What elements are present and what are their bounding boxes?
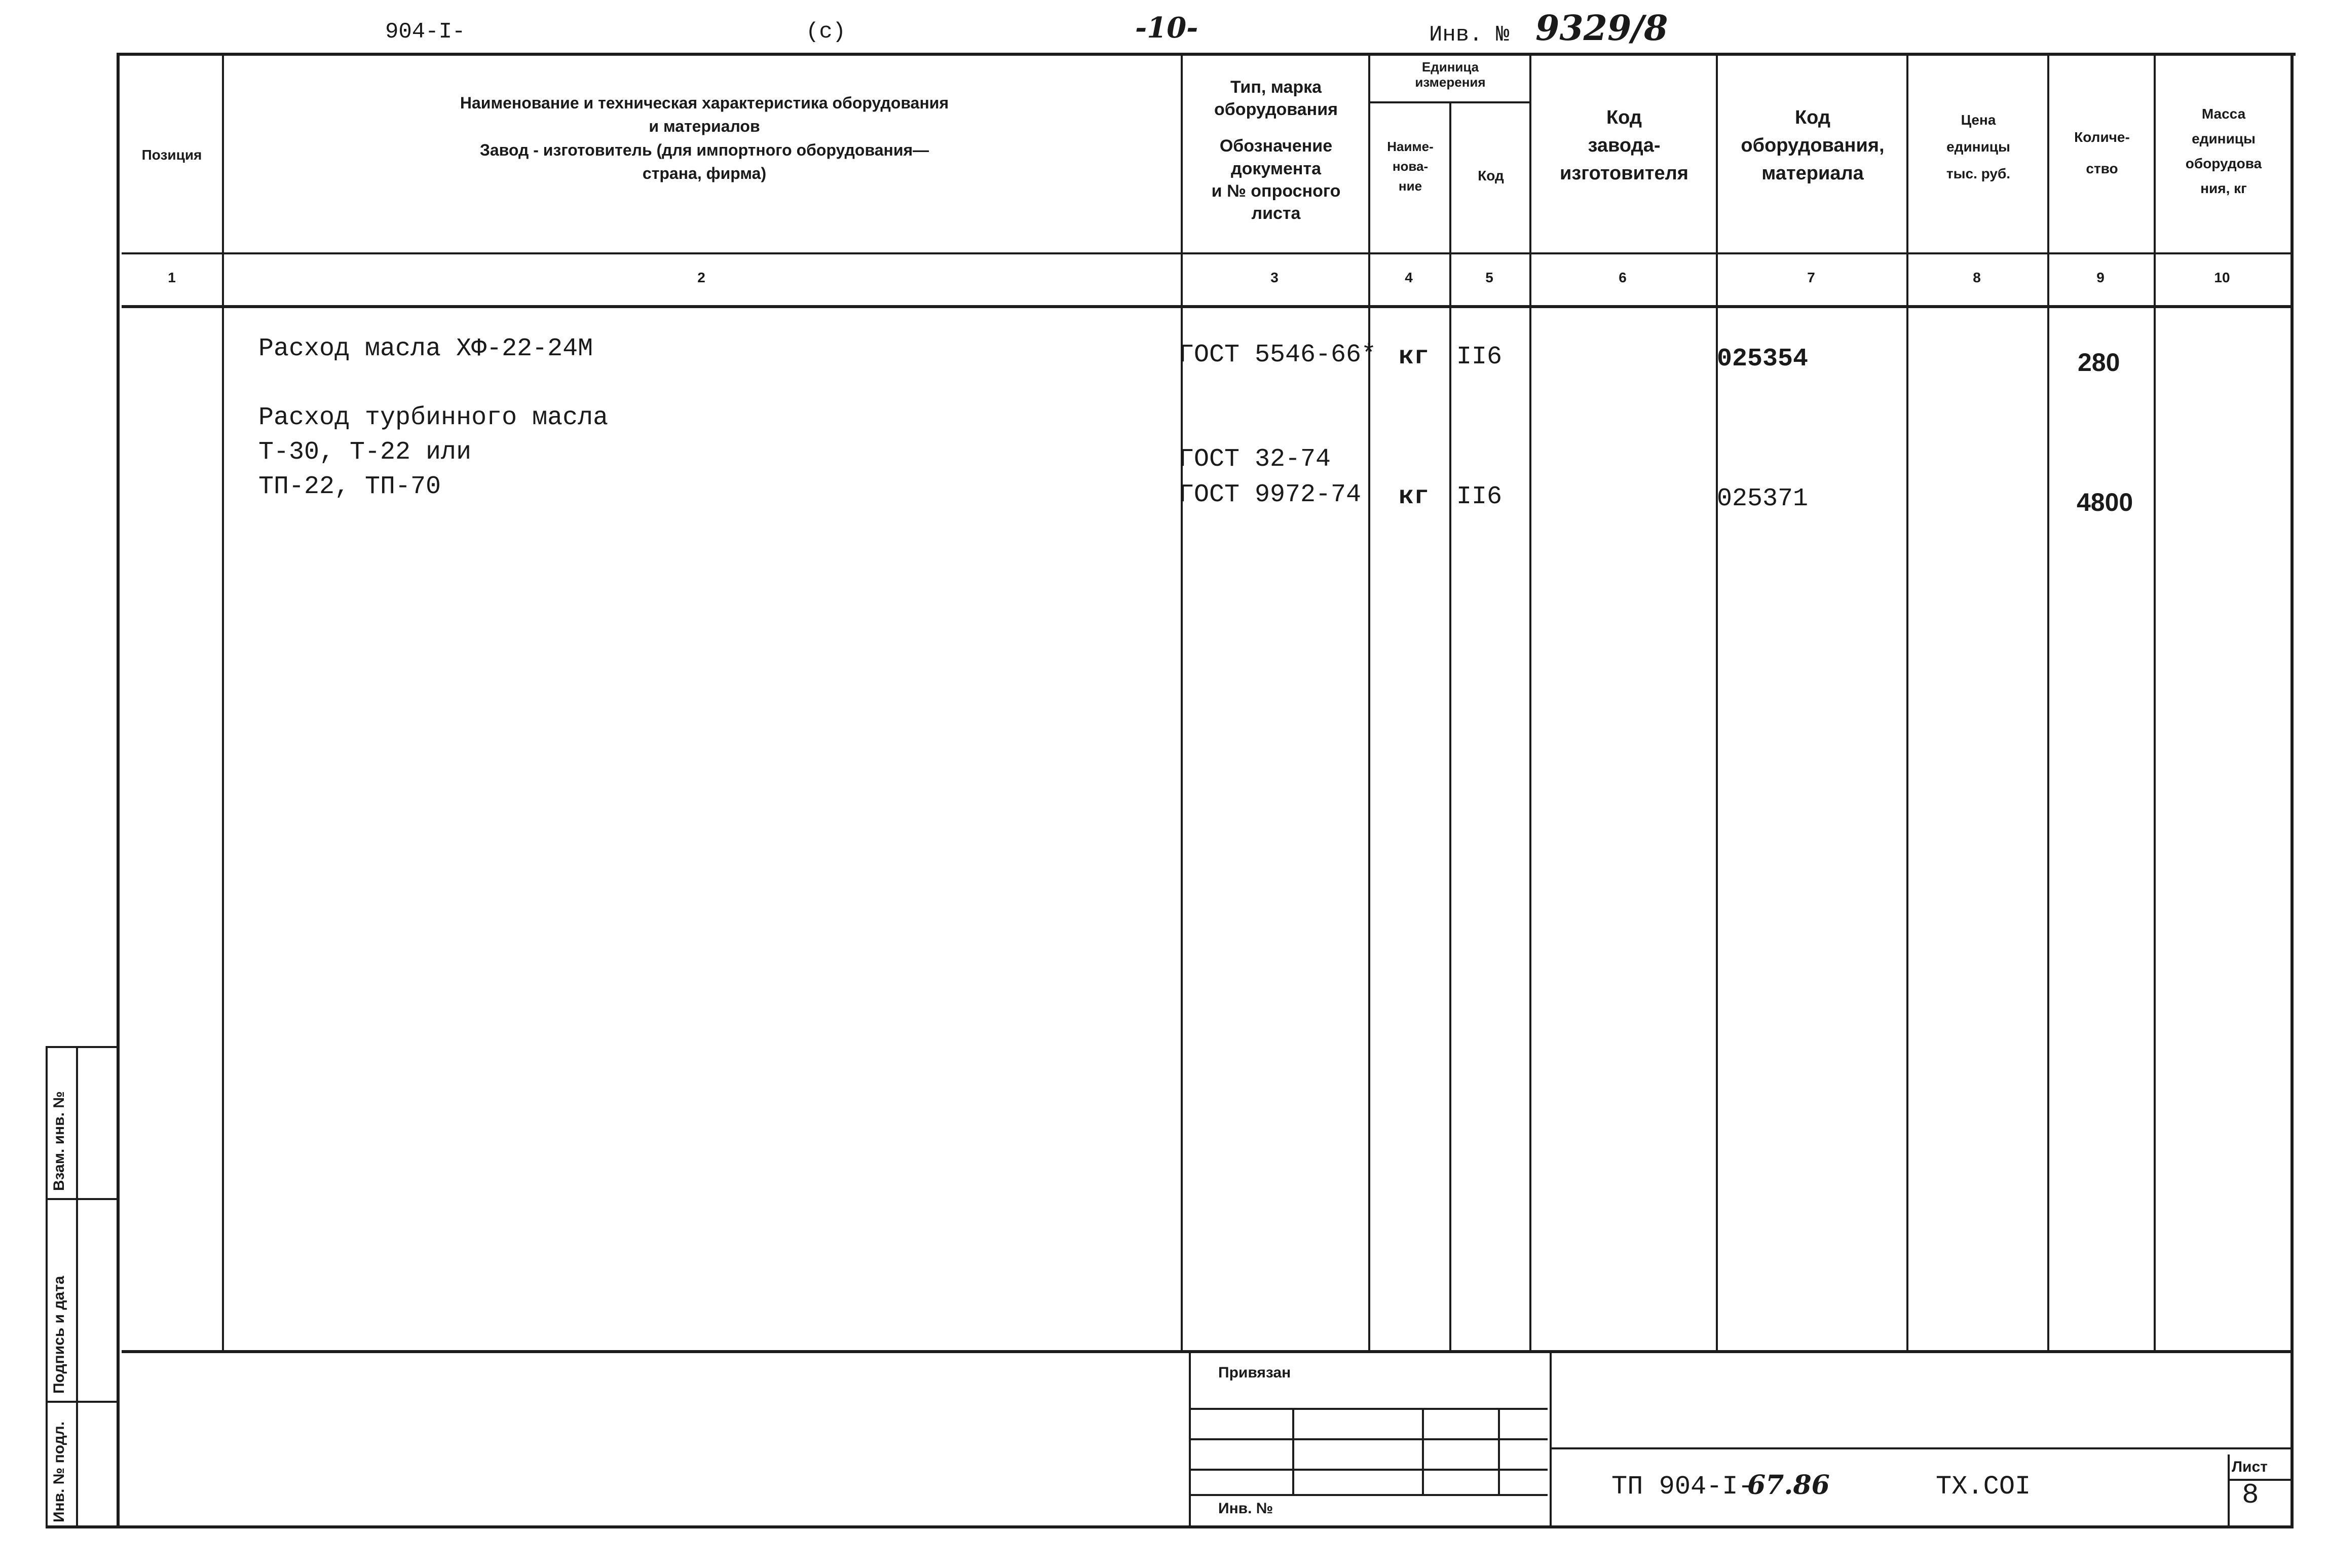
row2-equipment-code: 025371 [1717,484,1809,513]
header-unit-code: Код [1478,168,1504,183]
header-unit-line2: измерения [1415,74,1486,90]
col-line-8 [2047,53,2049,1350]
header-unit-name-line2: нова- [1392,159,1429,174]
row2-unit: кг [1399,482,1430,511]
row1-unit-code: II6 [1456,343,1503,371]
header-factory-code [1532,104,1716,188]
col-line-2 [1181,53,1183,1350]
unit-subdivider [1368,101,1529,103]
row2-doc-line2: ГОСТ 9972-74 [1179,480,1362,509]
side-stamp-divider [76,1046,78,1527]
header-name-line2: и материалов [649,117,760,136]
header-unit-name [1371,137,1449,196]
linked-grid-2 [1191,1438,1548,1440]
header-equipment-code [1719,104,1906,188]
col-line-5 [1529,53,1531,1350]
sheet-number: 8 [2242,1479,2259,1511]
frame-bottom [46,1525,2294,1528]
header-type-line3: Обозначение [1219,136,1333,156]
row1-unit: кг [1399,343,1430,371]
inventory-number: 9329/8 [1535,8,1668,49]
header-equip-line3: материала [1761,163,1864,184]
title-block-top [122,1350,2291,1353]
row1-doc: ГОСТ 5546-66* [1179,341,1377,369]
column-number-1: 1 [168,270,176,285]
side-stamp-sign-date: Подпись и дата [51,1276,67,1394]
inventory-label: Инв. № [1429,22,1510,48]
column-number-7: 7 [1807,270,1815,285]
linked-box-left [1189,1350,1191,1525]
col-line-4 [1449,101,1451,1350]
column-number-2: 2 [697,270,705,285]
header-price-line3: тыс. руб. [1946,166,2011,182]
sheet-label: Лист [2232,1459,2268,1475]
linked-grid-3 [1191,1469,1548,1471]
series-code: 904-I- [385,19,466,45]
col-line-3 [1368,53,1370,1350]
header-type-line6: листа [1251,203,1301,223]
header-unit [1371,60,1529,90]
frame-right [2291,53,2294,1528]
column-number-6: 6 [1619,270,1627,285]
row2-name-line1: Расход турбинного масла [258,403,609,432]
column-number-3: 3 [1270,270,1279,285]
column-number-8: 8 [1973,270,1981,285]
sheet-box-left [2228,1454,2230,1525]
inv-no-label: Инв. № [1218,1500,1273,1517]
row2-name-line2: Т-30, Т-22 или [258,438,472,467]
row1-quantity: 280 [2078,348,2120,377]
linked-label: Привязан [1218,1364,1291,1381]
side-stamp-inv-ref: Взам. инв. № [51,1091,67,1191]
header-equip-line1: Код [1794,107,1831,128]
header-type-line5: и № опросного [1211,181,1341,201]
header-unit-line1: Единица [1421,59,1479,74]
linked-box-right [1550,1350,1552,1525]
header-equip-line2: оборудования, [1741,135,1885,157]
page-mark: -10- [1135,11,1198,45]
doc-code-suffix: ТХ.СОI [1936,1472,2031,1502]
row2-unit-code: II6 [1456,482,1503,511]
doc-code-prefix: ТП 904-I- [1611,1472,1754,1502]
header-name [228,91,1181,185]
linked-grid-1 [1191,1408,1548,1410]
header-name-line3: Завод - изготовитель (для импортного оборудования— [479,140,929,159]
header-mass [2157,101,2291,201]
header-quantity [2050,122,2154,184]
header-type-line2: оборудования [1214,100,1338,120]
header-name-line1: Наименование и техническая характеристика оборудования [460,94,949,112]
linked-grid-v1 [1292,1408,1294,1494]
column-number-9: 9 [2096,270,2105,285]
doc-code-divider [1552,1447,2291,1449]
header-unit-name-line3: ние [1398,178,1422,194]
row1-name: Расход масла ХФ-22-24М [258,334,593,363]
header-price-line1: Цена [1961,112,1996,128]
frame-top [117,53,2296,56]
header-qty-line2: ство [2086,160,2118,176]
linked-grid-v3 [1498,1408,1500,1494]
column-number-5: 5 [1485,270,1493,285]
header-factory-line2: завода- [1588,135,1661,157]
side-stamp-top [46,1046,119,1048]
linked-grid-4 [1191,1494,1548,1496]
header-type [1184,76,1368,225]
header-price-line2: единицы [1946,139,2010,155]
header-factory-line1: Код [1606,107,1642,128]
header-price [1909,106,2047,188]
header-qty-line1: Количе- [2074,129,2130,145]
col-line-9 [2154,53,2156,1350]
column-number-divider [122,305,2291,308]
column-number-10: 10 [2214,270,2230,285]
linked-grid-v2 [1422,1408,1424,1494]
header-mass-line1: Масса [2201,106,2246,122]
header-mass-line2: единицы [2192,131,2256,146]
side-stamp-row-2 [46,1401,119,1403]
header-type-line1: Тип, марка [1230,78,1322,97]
row2-name-line3: ТП-22, ТП-70 [258,472,441,501]
side-stamp-inv-orig: Инв. № подл. [51,1421,67,1522]
header-name-line4: страна, фирма) [642,164,767,183]
mark-label: (с) [806,19,846,45]
side-stamp-row-1 [46,1198,119,1200]
col-line-6 [1716,53,1718,1350]
header-mass-line4: ния, кг [2200,180,2247,196]
side-stamp-left [46,1046,48,1527]
row1-equipment-code: 025354 [1717,345,1809,374]
sheet-box-divider [2228,1479,2291,1481]
doc-code-number: 67.86 [1747,1470,1830,1501]
header-mass-line3: оборудова [2185,156,2262,171]
col-line-1 [222,53,224,1350]
row2-quantity: 4800 [2077,488,2133,516]
row2-doc-line1: ГОСТ 32-74 [1179,445,1331,474]
frame-left [117,53,120,1528]
header-factory-line3: изготовителя [1560,163,1688,184]
header-type-line4: документа [1231,159,1321,178]
column-number-4: 4 [1405,270,1413,285]
header-unit-name-line1: Наиме- [1387,139,1434,154]
col-line-7 [1906,53,1908,1350]
header-divider [122,252,2291,254]
header-position: Позиция [141,147,202,163]
